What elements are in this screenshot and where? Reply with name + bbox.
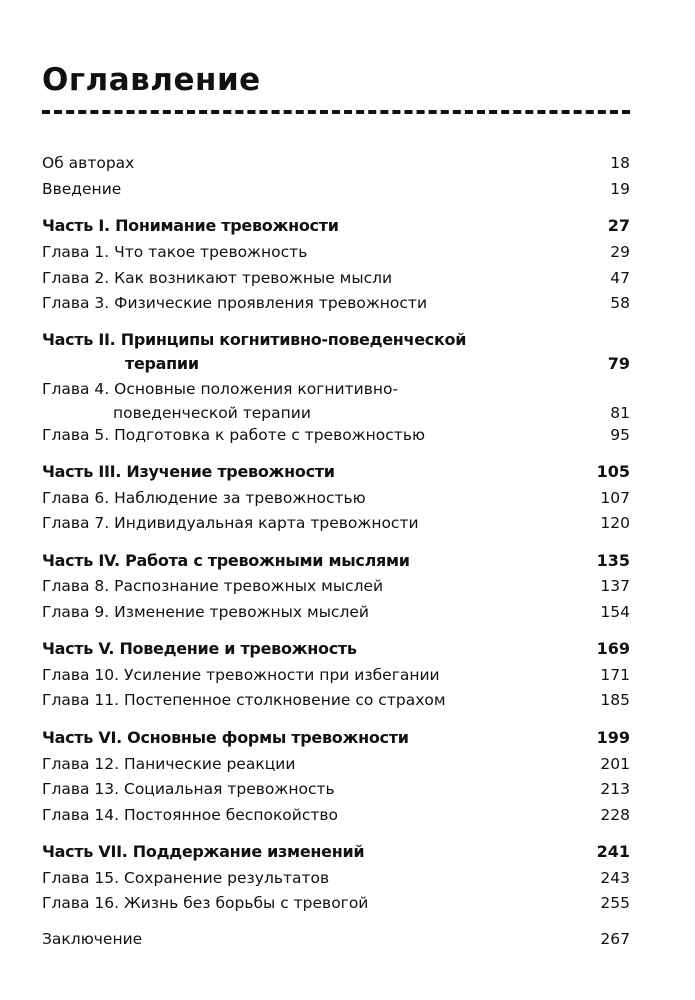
toc-part-7[interactable] [42, 840, 630, 864]
toc-entry-page: 120 [600, 514, 630, 532]
toc-chapter-label: Глава 5. Подготовка к работе с тревожностью [42, 426, 425, 444]
toc-chapter-7[interactable] [42, 511, 630, 535]
toc-entry-conclusion[interactable] [42, 927, 630, 951]
toc-entry-page: 79 [607, 354, 630, 373]
toc-entry-page: 95 [610, 426, 630, 444]
toc-entry-page: 255 [600, 894, 630, 912]
toc-chapter-label: Глава 10. Усиление тревожности при избегании [42, 666, 440, 684]
toc-entry-page: 169 [596, 639, 630, 658]
toc-chapter-label: Глава 8. Распознание тревожных мыслей [42, 577, 384, 595]
toc-entry-page: 213 [600, 780, 630, 798]
toc-part-label-line2: терапии [125, 354, 199, 373]
toc-chapter-1[interactable] [42, 240, 630, 264]
toc-entry-page: 107 [600, 489, 630, 507]
toc-part-label: Часть V. Поведение и тревожность [42, 639, 357, 658]
toc-part-label [42, 328, 466, 376]
toc-part-label: Часть I. Понимание тревожности [42, 216, 339, 235]
toc-chapter-label-line2: поведенческой терапии [113, 404, 311, 422]
toc-part-label: Часть IV. Работа с тревожными мыслями [42, 551, 410, 570]
toc-entry-page: 19 [610, 180, 630, 198]
toc-chapter-16[interactable] [42, 891, 630, 915]
toc-entry-page: 81 [610, 404, 630, 422]
toc-entry-page: 58 [610, 294, 630, 312]
toc-chapter-14[interactable] [42, 803, 630, 827]
toc-entry-page: 29 [610, 243, 630, 261]
toc-chapter-8[interactable] [42, 574, 630, 598]
toc-chapter-5[interactable] [42, 423, 630, 447]
toc-chapter-label: Глава 7. Индивидуальная карта тревожности [42, 514, 419, 532]
toc-chapter-10[interactable] [42, 663, 630, 687]
toc-part-2[interactable] [42, 328, 630, 376]
toc-entry-page: 27 [607, 216, 630, 235]
toc-chapter-label: Глава 14. Постоянное беспокойство [42, 806, 339, 824]
toc-chapter-3[interactable] [42, 291, 630, 315]
toc-chapter-label: Глава 3. Физические проявления тревожности [42, 294, 428, 312]
toc-chapter-label: Глава 6. Наблюдение за тревожностью [42, 489, 366, 507]
toc-chapter-11[interactable] [42, 688, 630, 712]
toc-entry-page: 201 [600, 755, 630, 773]
toc-chapter-6[interactable] [42, 486, 630, 510]
toc-entry-page: 154 [600, 603, 630, 621]
toc-entry-introduction[interactable] [42, 177, 630, 201]
toc-chapter-4[interactable] [42, 377, 630, 425]
toc-chapter-label [42, 377, 398, 425]
toc-entry-page: 267 [600, 930, 630, 948]
toc-entry-page: 171 [600, 666, 630, 684]
toc-chapter-label: Глава 13. Социальная тревожность [42, 780, 335, 798]
toc-entry-page: 199 [596, 728, 630, 747]
toc-entry-about-authors[interactable] [42, 151, 630, 175]
page-title: Оглавление [42, 62, 261, 98]
toc-part-label: Часть VII. Поддержание изменений [42, 842, 365, 861]
toc-part-label: Часть VI. Основные формы тревожности [42, 728, 409, 747]
toc-chapter-9[interactable] [42, 600, 630, 624]
toc-part-6[interactable] [42, 726, 630, 750]
toc-part-label-line1: Часть II. Принципы когнитивно-поведенческой [42, 330, 467, 349]
toc-chapter-label: Глава 16. Жизнь без борьбы с тревогой [42, 894, 369, 912]
toc-chapter-2[interactable] [42, 266, 630, 290]
toc-chapter-label-line1: Глава 4. Основные положения когнитивно- [42, 380, 399, 398]
title-dashed-rule [42, 110, 630, 114]
toc-chapter-label: Глава 15. Сохранение результатов [42, 869, 330, 887]
toc-part-label: Часть III. Изучение тревожности [42, 462, 335, 481]
toc-part-1[interactable] [42, 214, 630, 238]
toc-chapter-label: Глава 11. Постепенное столкновение со страхом [42, 691, 446, 709]
toc-entry-page: 18 [610, 154, 630, 172]
toc-chapter-15[interactable] [42, 866, 630, 890]
toc-entry-label: Об авторах [42, 154, 135, 172]
toc-part-5[interactable] [42, 637, 630, 661]
toc-entry-page: 135 [596, 551, 630, 570]
toc-entry-page: 105 [596, 462, 630, 481]
toc-part-4[interactable] [42, 549, 630, 573]
toc-chapter-13[interactable] [42, 777, 630, 801]
toc-entry-label: Введение [42, 180, 122, 198]
toc-part-3[interactable] [42, 460, 630, 484]
toc-entry-page: 137 [600, 577, 630, 595]
toc-entry-page: 47 [610, 269, 630, 287]
toc-entry-page: 228 [600, 806, 630, 824]
toc-entry-page: 243 [600, 869, 630, 887]
toc-chapter-label: Глава 2. Как возникают тревожные мысли [42, 269, 393, 287]
toc-chapter-label: Глава 12. Панические реакции [42, 755, 296, 773]
toc-chapter-label: Глава 9. Изменение тревожных мыслей [42, 603, 369, 621]
toc-entry-page: 241 [596, 842, 630, 861]
toc-entry-label: Заключение [42, 930, 143, 948]
toc-entry-page: 185 [600, 691, 630, 709]
toc-chapter-label: Глава 1. Что такое тревожность [42, 243, 308, 261]
toc-chapter-12[interactable] [42, 752, 630, 776]
